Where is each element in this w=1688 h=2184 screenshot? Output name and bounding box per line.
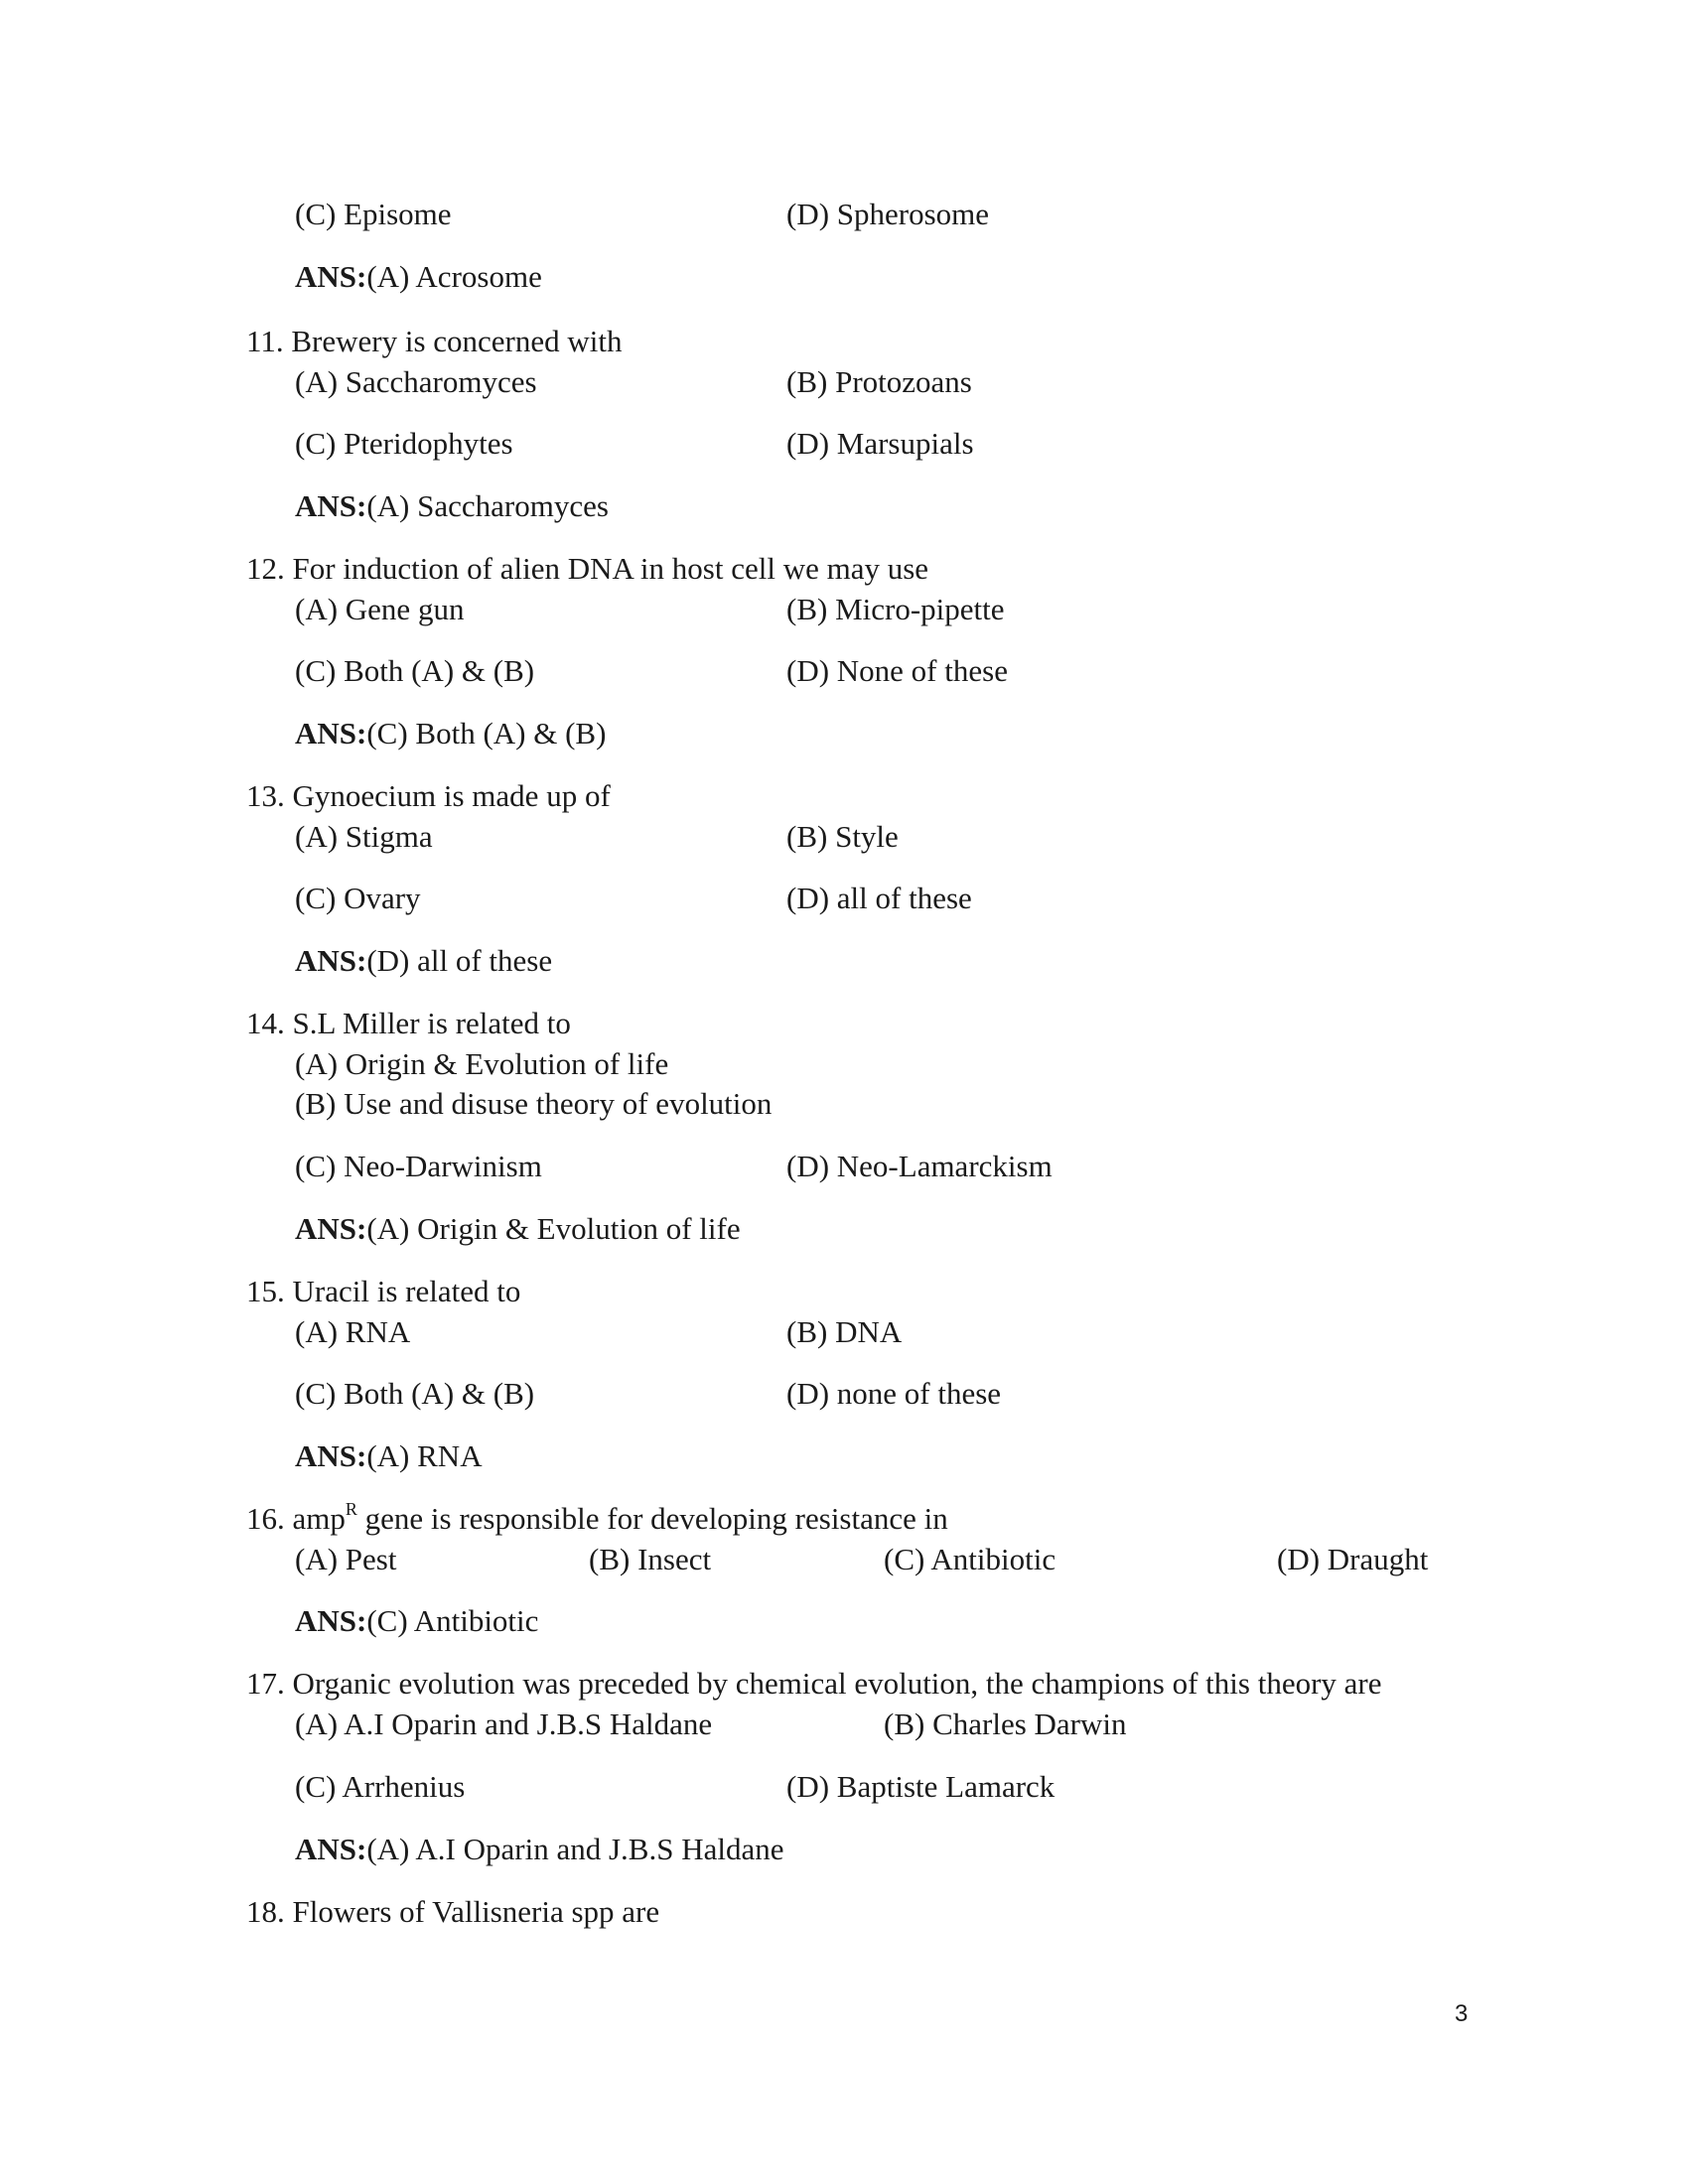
option-c: (C) Pteridophytes [295,426,513,461]
option-b: (B) Style [786,819,899,854]
question-stem: 18. Flowers of Vallisneria spp are [246,1894,660,1929]
answer-text: (D) all of these [366,943,553,978]
option-d: (D) Draught [1277,1542,1429,1576]
option-c: (C) Ovary [295,881,421,915]
answer-line [295,1440,483,1471]
option-d: (D) none of these [786,1376,1002,1411]
stem-suffix: gene is responsible for developing resistance in [356,1501,948,1536]
question-stem: 15. Uracil is related to [246,1274,521,1308]
option-c: (C) Episome [295,197,452,231]
option-a: (A) Origin & Evolution of life [295,1046,669,1081]
answer-label: ANS: [295,943,367,978]
answer-label: ANS: [295,1832,367,1866]
option-d: (D) Baptiste Lamarck [786,1769,1055,1804]
option-a: (A) Stigma [295,819,433,854]
option-a: (A) RNA [295,1314,411,1349]
question-stem: 12. For induction of alien DNA in host cell we may use [246,551,929,586]
option-a: (A) Saccharomyces [295,364,537,399]
option-a: (A) Gene gun [295,592,465,626]
answer-line [295,1834,783,1864]
option-d: (D) Marsupials [786,426,974,461]
option-b: (B) Charles Darwin [884,1706,1127,1741]
answer-text: (A) Saccharomyces [366,488,609,523]
option-a: (A) Pest [295,1542,397,1576]
option-b: (B) Micro-pipette [786,592,1005,626]
option-c: (C) Neo-Darwinism [295,1149,542,1183]
question-stem: 17. Organic evolution was preceded by chemical evolution, the champions of this theory are [246,1666,1382,1701]
answer-line [295,1605,538,1636]
answer-text: (C) Antibiotic [366,1603,539,1638]
stem-prefix: 16. amp [246,1501,346,1536]
option-a: (A) A.I Oparin and J.B.S Haldane [295,1706,713,1741]
option-d: (D) all of these [786,881,972,915]
option-d: (D) None of these [786,653,1008,688]
answer-text: (A) RNA [366,1438,483,1473]
option-b: (B) Use and disuse theory of evolution [295,1086,773,1121]
answer-label: ANS: [295,488,367,523]
stem-superscript: R [345,1499,357,1519]
answer-text: (C) Both (A) & (B) [366,716,607,751]
answer-label: ANS: [295,1211,367,1246]
option-c: (C) Both (A) & (B) [295,653,535,688]
option-b: (B) DNA [786,1314,903,1349]
answer-line [295,945,552,976]
question-stem: 11. Brewery is concerned with [246,324,623,358]
question-stem [246,1499,948,1536]
option-b: (B) Protozoans [786,364,972,399]
answer-line [295,1213,741,1244]
option-d: (D) Spherosome [786,197,990,231]
option-c: (C) Both (A) & (B) [295,1376,535,1411]
answer-text: (A) Origin & Evolution of life [366,1211,741,1246]
option-b: (B) Insect [589,1542,712,1576]
answer-line [295,490,609,521]
answer-line [295,718,606,749]
answer-label: ANS: [295,1438,367,1473]
answer-label: ANS: [295,1603,367,1638]
answer-line [295,261,542,292]
option-d: (D) Neo-Lamarckism [786,1149,1053,1183]
question-stem: 13. Gynoecium is made up of [246,778,611,813]
answer-label: ANS: [295,716,367,751]
option-c: (C) Arrhenius [295,1769,466,1804]
answer-label: ANS: [295,259,367,294]
answer-text: (A) Acrosome [366,259,542,294]
page-number: 3 [1455,2000,1469,2027]
question-stem: 14. S.L Miller is related to [246,1006,571,1040]
answer-text: (A) A.I Oparin and J.B.S Haldane [366,1832,784,1866]
option-c: (C) Antibiotic [884,1542,1056,1576]
